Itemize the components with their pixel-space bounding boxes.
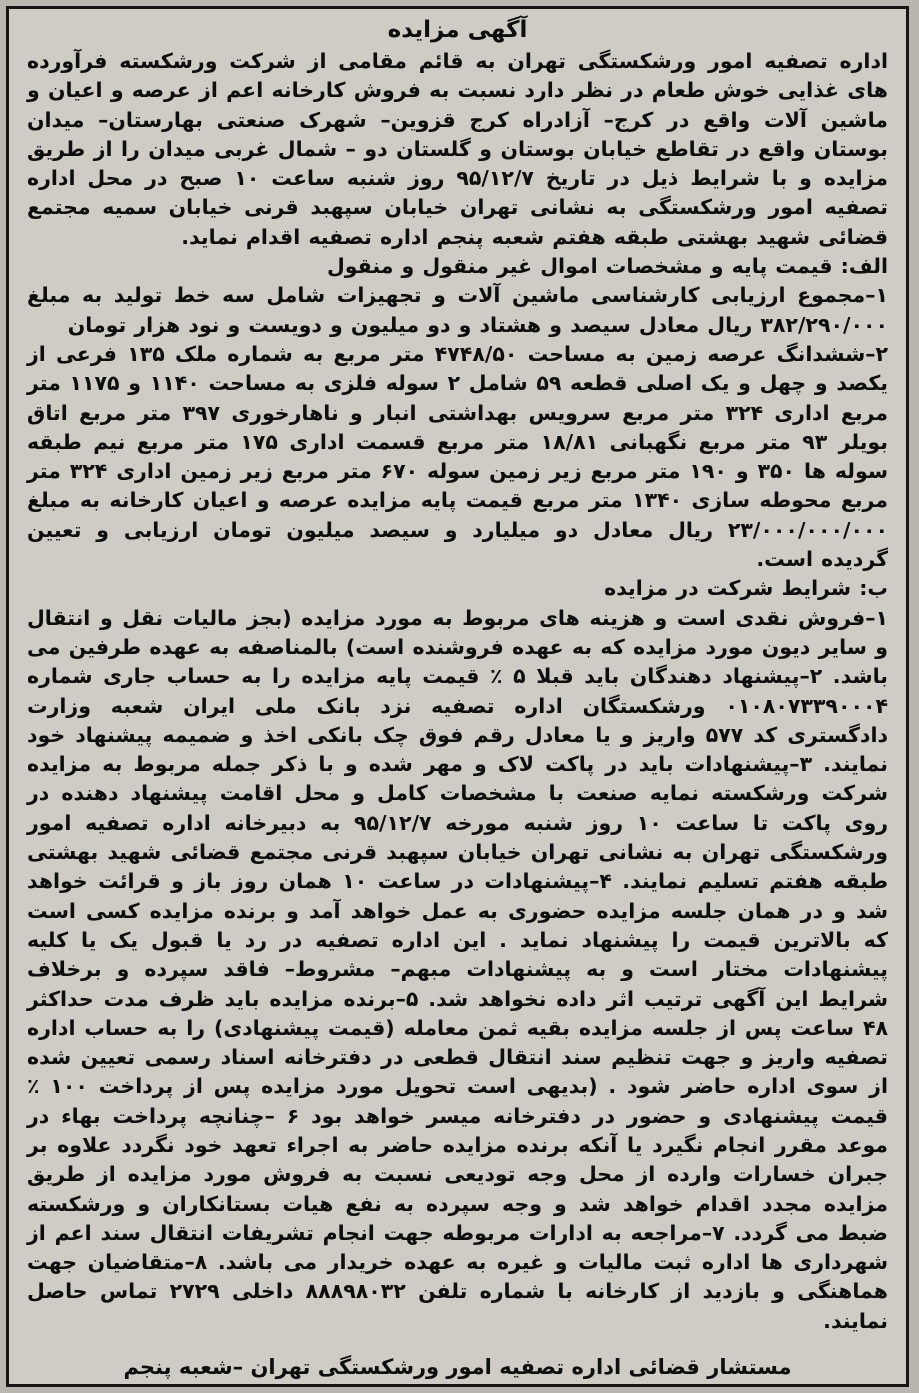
- notice-title: آگهی مزایده: [387, 17, 528, 43]
- section-a-item-1: ۱–مجموع ارزیابی کارشناسی ماشین آلات و تجهیزات شامل سه خط تولید به مبلغ ۳۸۲/۲۹۰/۰۰۰ ریال معادل سیصد و هشتاد و دو میلیون و دویست و نود هزار تومان: [27, 283, 888, 337]
- section-a-item-2: ۲–ششدانگ عرصه زمین به مساحت ۴۷۴۸/۵۰ متر مربع به شماره ملک ۱۳۵ فرعی از یکصد و چهل و یک اصلی قطعه ۵۹ شامل ۲ سوله فلزی به مساحت ۱۱۴۰ و ۱۱۷۵ متر مربع اداری ۳۲۴ متر مربع سرویس بهداشتی انبار و ناهارخوری ۳۹۷ متر مربع اتاق بویلر ۹۳ متر مربع نگهبانی ۱۸/۸۱ متر مربع قسمت اداری ۱۷۵ متر مربع نیم طبقه سوله ها ۳۵۰ و ۱۹۰ متر مربع زیر زمین سوله ۶۷۰ متر مربع زیر زمین اداری ۳۲۴ متر مربع محوطه سازی ۱۳۴۰ متر مربع قیمت پایه مزایده عرصه و اعیان کارخانه به مبلغ ۲۳/۰۰۰/۰۰۰/۰۰۰ ریال معادل دو میلیارد و سیصد میلیون تومان ارزیابی و تعیین گردیده است.: [27, 341, 888, 572]
- section-b-text: ۱–فروش نقدی است و هزینه های مربوط به مورد مزایده (بجز مالیات نقل و انتقال و سایر دیون مورد مزایده که به عهده فروشنده است) بالمناصفه به عهده طرفین می باشد. ۲–پیشنهاد دهندگان باید قبلا ۵ ٪ قیمت پایه مزایده را به حساب جاری شماره ۰۱۰۸۰۷۳۳۹۰۰۰۴ ورشکستگان اداره تصفیه نزد بانک ملی ایران شعبه وزارت دادگستری کد ۵۷۷ واریز و یا معادل رقم فوق چک بانکی اخذ و ضمیمه پیشنهاد خود نمایند. ۳–پیشنهادات باید در پاکت لاک و مهر شده و با ذکر جمله مربوط به مزایده شرکت ورشکسته نمایه صنعت با مشخصات کامل و محل اقامت پیشنهاد دهنده در روی پاکت تا ساعت ۱۰ روز شنبه مورخه ۹۵/۱۲/۷ به دبیرخانه اداره تصفیه امور ورشکستگی تهران به نشانی تهران خیابان سپهبد قرنی مجتمع قضائی شهید بهشتی طبقه هفتم تسلیم نمایند. ۴–پیشنهادات در ساعت ۱۰ همان روز باز و قرائت خواهد شد و در همان جلسه مزایده حضوری به عمل خواهد آمد و برنده مزایده کسی است که بالاترین قیمت را پیشنهاد نماید . این اداره تصفیه در رد یا قبول یک یا کلیه پیشنهادات مختار است و به پیشنهادات مبهم– مشروط– فاقد سپرده و برخلاف شرایط این آگهی ترتیب اثر داده نخواهد شد. ۵–برنده مزایده باید ظرف مدت حداکثر ۴۸ ساعت پس از جلسه مزایده بقیه ثمن معامله (قیمت پیشنهادی) را به حساب اداره تصفیه واریز و جهت تنظیم سند انتقال قطعی در دفترخانه اسناد رسمی تعیین شده از سوی اداره حاضر شود . (بدیهی است تحویل مورد مزایده پس از پرداخت ۱۰۰ ٪ قیمت پیشنهادی و حضور در دفترخانه میسر خواهد بود ۶ –چنانچه پرداخت بهاء در موعد مقرر انجام نگیرد یا آنکه برنده مزایده حاضر به اجراء تعهد خود نگردد علاوه بر جبران خسارات وارده از محل وجه تودیعی نسبت به فروش مورد مزایده از طریق مزایده مجدد اقدام خواهد شد و وجه سپرده به نفع هیات بستانکاران و ورشکسته ضبط می گردد. ۷–مراجعه به ادارات مربوطه جهت انجام تشریفات انتقال سند اعم از شهرداری ها اداره ثبت مالیات و غیره به عهده خریدار می باشد. ۸–متقاضیان جهت هماهنگی و بازدید از کارخانه با شماره تلفن ۸۸۸۹۸۰۳۲ داخلی ۲۷۲۹ تماس حاصل نمایند.: [27, 605, 889, 1333]
- notice-body: [27, 47, 888, 1336]
- section-b-heading: ب: شرایط شرکت در مزایده: [604, 576, 888, 601]
- signature: مستشار قضائی اداره تصفیه امور ورشکستگی تهران –شعبه پنجم: [123, 1355, 792, 1380]
- section-a-heading: الف: قیمت پایه و مشخصات اموال غیر منقول و منقول: [326, 254, 888, 279]
- intro-paragraph: اداره تصفیه امور ورشکستگی تهران به قائم مقامی از شرکت ورشکسته فرآورده های غذایی خوش طعام در نظر دارد نسبت به فروش کارخانه اعم از عرصه و اعیان و ماشین آلات واقع در کرج– آزادراه کرج قزوین– شهرک صنعتی بهارستان– میدان بوستان واقع در تقاطع خیابان بوستان و گلستان دو – شمال غربی میدان را از طریق مزایده و با شرایط ذیل در تاریخ ۹۵/۱۲/۷ روز شنبه ساعت ۱۰ صبح در محل اداره تصفیه امور ورشکستگی به نشانی تهران خیابان سپهبد قرنی خیابان سمیه مجتمع قضائی شهید بهشتی طبقه هفتم شعبه پنجم اداره تصفیه اقدام نماید.: [27, 49, 888, 249]
- auction-notice: [6, 6, 909, 1387]
